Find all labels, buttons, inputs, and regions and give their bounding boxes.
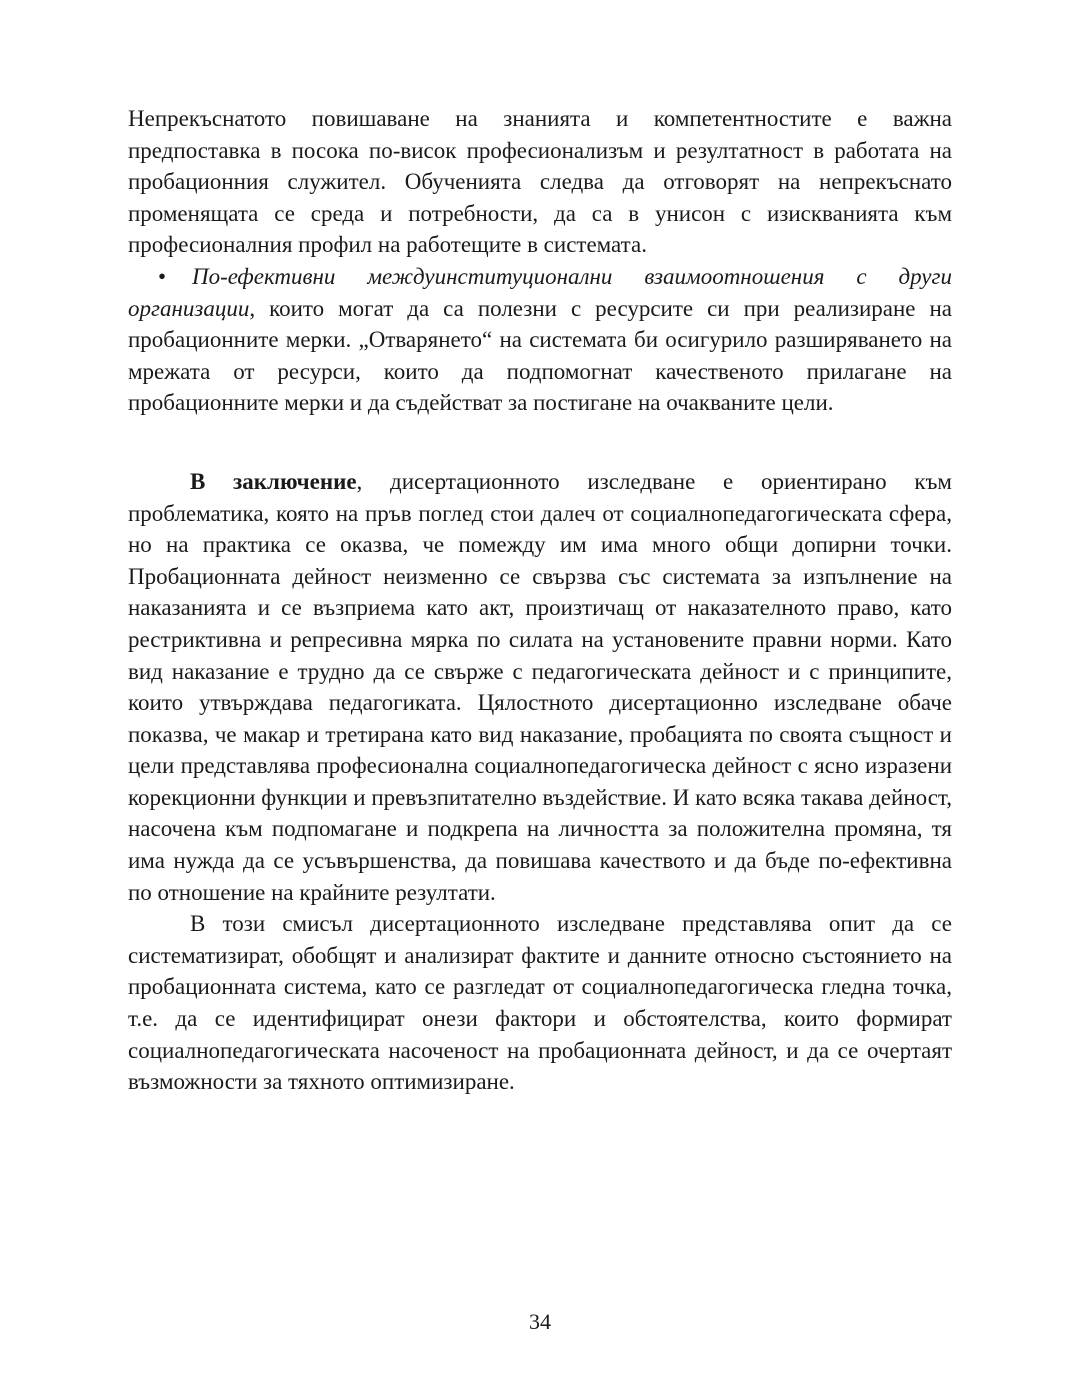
paragraph-conclusion (128, 466, 952, 908)
paragraph-final: В този смисъл дисертационното изследване представлява опит да се систематизират, обобщят и анализират фактите и данните относно състоянието на пробационната система, като се разгледат от социалнопедагогическа гледна точка, т.е. да се идентифицират онези фактори и обстоятелства, които формират социалнопедагогическата насоченост на пробационната дейност, и да се очертаят възможности за тяхното оптимизиране. (128, 911, 952, 1095)
bullet-text: , които могат да са полезни с ресурсите си при реализиране на пробационните мерки. „Отварянето“ на системата би осигурило разширяването на мрежата от ресурси, които да подпомогнат качественото прилагане на пробационните мерки и да съдействат за постигане на очакваните цели. (128, 295, 952, 416)
page-body (128, 103, 952, 1098)
conclusion-text: , дисертационното изследване е ориентирано към проблематика, която на пръв поглед стои далеч от социалнопедагогическата сфера, но на практика се оказва, че помежду им има много общи допирни точки. Пробационната дейност неизменно се свързва със системата за изпълнение на наказанията и се възприема като акт, произтичащ от наказателното право, като рестриктивна и репресивна мярка по силата на установените правни норми. Като вид наказание е трудно да се свърже с педагогическата дейност и с принципите, които утвърждава педагогиката. Цялостното дисертационно изследване обаче показва, че макар и третирана като вид наказание, пробацията по своята същност и цели представлява професионална социалнопедагогическа дейност с ясно изразени корекционни функции и превъзпитателно въздействие. И като всяка такава дейност, насочена към подпомагане и подкрепа на личността за положителна промяна, тя има нужда да се усъвършенства, да повишава качеството и да бъде по-ефективна по отношение на крайните резултати. (128, 468, 952, 905)
conclusion-lead: В заключение (190, 468, 357, 494)
bullet-emphasis: По-ефективни междуинституционални взаимоотношения с други организации (128, 263, 952, 321)
page-number: 34 (529, 1309, 551, 1334)
paragraph-spacer (128, 419, 952, 466)
bullet-paragraph-interinstitutional (128, 261, 952, 419)
bullet-icon: • (158, 263, 167, 289)
paragraph-continuing-education: Непрекъснатото повишаване на знанията и компетентностите е важна предпоставка в посока по-висок професионализъм и резултатност в работата на пробационния служител. Обученията следва да отговорят на непрекъснато променящата се среда и потребности, да са в унисон с изискванията към професионалния профил на работещите в системата. (128, 106, 952, 258)
